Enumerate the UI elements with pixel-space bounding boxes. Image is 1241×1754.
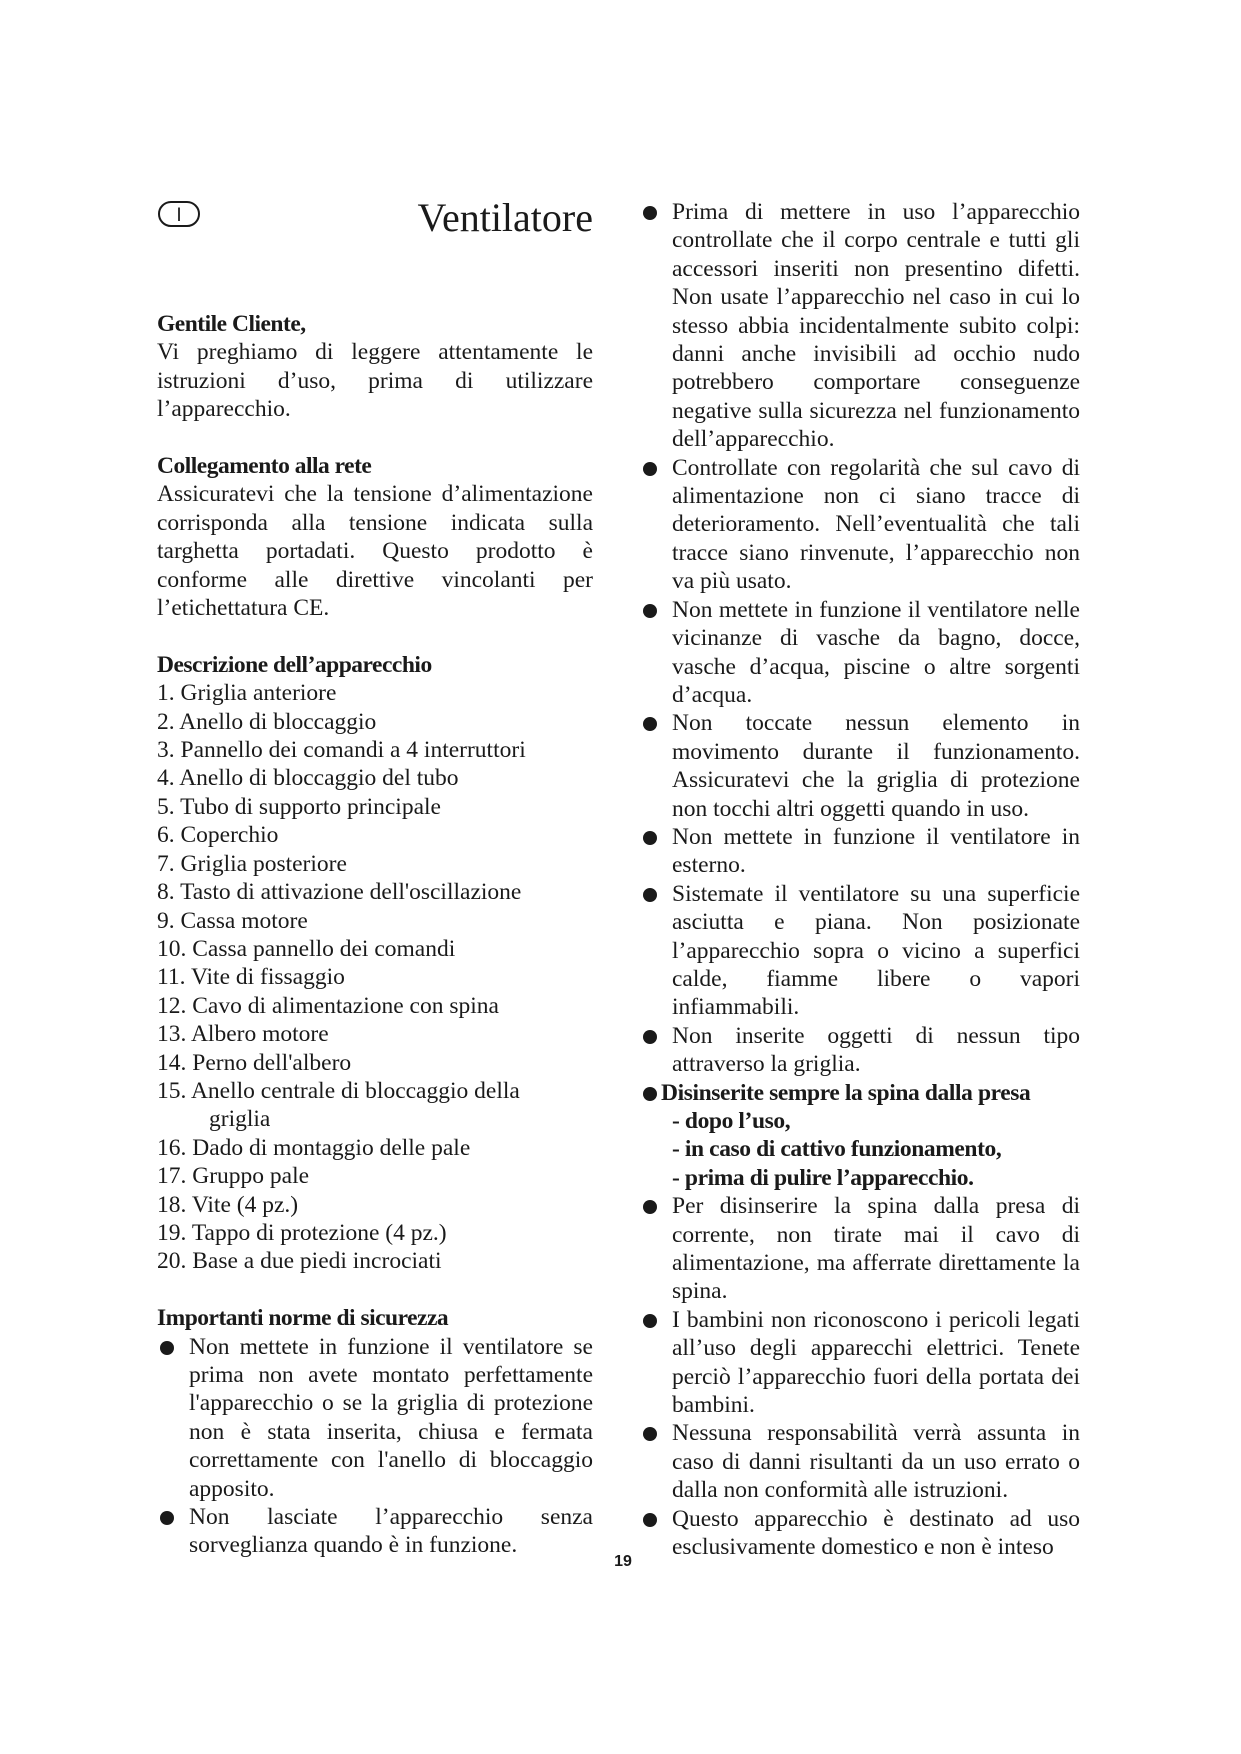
left-column — [157, 310, 593, 1560]
list-item-text: 15. Anello centrale di bloccaggio della — [157, 1077, 520, 1104]
list-item-text: Non lasciate l’apparecchio senza sorveglianza quando è in funzione. — [189, 1504, 593, 1559]
list-item-text: Non inserite oggetti di nessun tipo attraverso la griglia. — [672, 1022, 1080, 1078]
list-item: 13. Albero motore — [157, 1021, 329, 1048]
unplug-subitem: - in caso di cattivo funzionamento, — [672, 1136, 1002, 1163]
list-item-text: Controllate con regolarità che sul cavo di alimentazione non ci siano tracce di deterioramento. Nell’eventualità che tali tracce siano rinvenute, l’apparecchio non va più usato. — [672, 454, 1080, 595]
bullet-icon — [643, 604, 657, 618]
list-item — [640, 1306, 1080, 1420]
list-item-text: Non mettete in funzione il ventilatore in esterno. — [672, 823, 1080, 879]
list-item-text: Questo apparecchio è destinato ad uso esclusivamente domestico e non è inteso — [672, 1505, 1080, 1561]
list-item: 16. Dado di montaggio delle pale — [157, 1134, 471, 1161]
list-item-text: Non toccate nessun elemento in movimento durante il funzionamento. Assicuratevi che la griglia di protezione non tocchi altri oggetti quando in uso. — [672, 710, 1080, 822]
bullet-icon — [643, 717, 657, 731]
list-item-text: I bambini non riconoscono i pericoli legati all’uso degli apparecchi elettrici. Tenete perciò l’apparecchio fuori della portata dei bambini. — [672, 1306, 1080, 1419]
list-item: 7. Griglia posteriore — [157, 850, 347, 877]
parts-list — [157, 679, 593, 1276]
list-item: 14. Perno dell'albero — [157, 1049, 352, 1076]
list-item-text: Nessuna responsabilità verrà assunta in caso di danni risultanti da un uso errato o dalla non conformità alle istruzioni. — [672, 1420, 1080, 1504]
list-item: 20. Base a due piedi incrociati — [157, 1248, 442, 1275]
bullet-icon — [643, 462, 657, 476]
safety-heading: Importanti norme di sicurezza — [157, 1305, 449, 1332]
unplug-subitem: - prima di pulire l’apparecchio. — [672, 1164, 974, 1191]
list-item: 18. Vite (4 pz.) — [157, 1191, 299, 1218]
bullet-icon — [643, 1513, 657, 1527]
list-item — [640, 1022, 1080, 1079]
right-column — [640, 198, 1080, 1562]
list-item: 10. Cassa pannello dei comandi — [157, 935, 456, 962]
list-item-text: Non mettete in funzione il ventilatore nelle vicinanze di vasche da bagno, docce, vasche d’acqua, piscine o altre sorgenti d’acqua. — [672, 596, 1080, 708]
list-item — [640, 823, 1080, 880]
list-item — [640, 1192, 1080, 1306]
safety-list-right — [640, 198, 1080, 1562]
bullet-icon — [643, 1087, 657, 1101]
list-item: 9. Cassa motore — [157, 907, 308, 934]
unplug-item — [640, 1079, 1080, 1193]
bullet-icon — [160, 1341, 174, 1355]
list-item — [640, 880, 1080, 1022]
list-item: 12. Cavo di alimentazione con spina — [157, 992, 499, 1019]
unplug-subitem: - dopo l’uso, — [672, 1108, 791, 1134]
page-number: 19 — [614, 1553, 632, 1570]
bullet-icon — [643, 1427, 657, 1441]
page-title: Ventilatore — [417, 195, 593, 240]
list-item — [157, 1077, 593, 1134]
bullet-icon — [643, 1314, 657, 1328]
description-heading: Descrizione dell’apparecchio — [157, 651, 432, 678]
list-item: 8. Tasto di attivazione dell'oscillazione — [157, 879, 522, 906]
list-item-text: Per disinserire la spina dalla presa di corrente, non tirate mai il cavo di alimentazione, ma afferrate direttamente la spina. — [672, 1193, 1080, 1305]
safety-list-left — [157, 1333, 593, 1560]
language-badge: I — [158, 201, 200, 227]
list-item — [640, 1505, 1080, 1562]
bullet-icon — [643, 206, 657, 220]
list-item — [640, 454, 1080, 596]
greeting-heading: Gentile Cliente, — [157, 311, 306, 337]
bullet-icon — [160, 1511, 174, 1525]
connection-text: Assicuratevi che la tensione d’alimentazione corrisponda alla tensione indicata sulla targhetta portadati. Questo prodotto è conforme alle direttive vincolanti per l’etichettatura CE. — [157, 481, 593, 622]
bullet-icon — [643, 831, 657, 845]
bullet-icon — [643, 888, 657, 902]
list-item: 5. Tubo di supporto principale — [157, 793, 441, 820]
list-item — [640, 596, 1080, 710]
list-item: 17. Gruppo pale — [157, 1163, 310, 1190]
list-item — [640, 1419, 1080, 1504]
list-item: 19. Tappo di protezione (4 pz.) — [157, 1219, 447, 1246]
list-item: 11. Vite di fissaggio — [157, 964, 345, 991]
list-item — [640, 709, 1080, 823]
list-item: 1. Griglia anteriore — [157, 680, 337, 707]
list-item: 2. Anello di bloccaggio — [157, 708, 377, 735]
greeting-text: Vi preghiamo di leggere attentamente le istruzioni d’uso, prima di utilizzare l’apparecchio. — [157, 339, 593, 423]
connection-heading: Collegamento alla rete — [157, 453, 372, 480]
list-item: 6. Coperchio — [157, 822, 279, 849]
bullet-icon — [643, 1200, 657, 1214]
bullet-icon — [643, 1030, 657, 1044]
unplug-lead: Disinserite sempre la spina dalla presa — [661, 1079, 1031, 1106]
list-item-text: Sistemate il ventilatore su una superficie asciutta e piana. Non posizionate l’apparecchio sopra o vicino a superfici calde, fiamme libere o vapori infiammabili. — [672, 880, 1080, 1021]
list-item — [157, 1333, 593, 1503]
list-item-text: Non mettete in funzione il ventilatore se prima non avete montato perfettamente l'apparecchio o se la griglia di protezione non è stata inserita, chiusa e fermata correttamente con l'anello di bloccaggio apposito. — [189, 1333, 593, 1502]
list-item: 3. Pannello dei comandi a 4 interruttori — [157, 737, 526, 764]
list-item-text: Prima di mettere in uso l’apparecchio controllate che il corpo centrale e tutti gli accessori inseriti non presentino difetti. Non usate l’apparecchio nel caso in cui lo stesso abbia incidentalmente subito colpi: danni anche invisibili ad occhio nudo potrebbero comportare conseguenze negative sulla sicurezza nel funzionamento dell’apparecchio. — [672, 199, 1080, 453]
list-item — [640, 198, 1080, 454]
list-item — [157, 1503, 593, 1560]
list-item: 4. Anello di bloccaggio del tubo — [157, 765, 459, 792]
list-item-continuation: griglia — [209, 1106, 271, 1133]
